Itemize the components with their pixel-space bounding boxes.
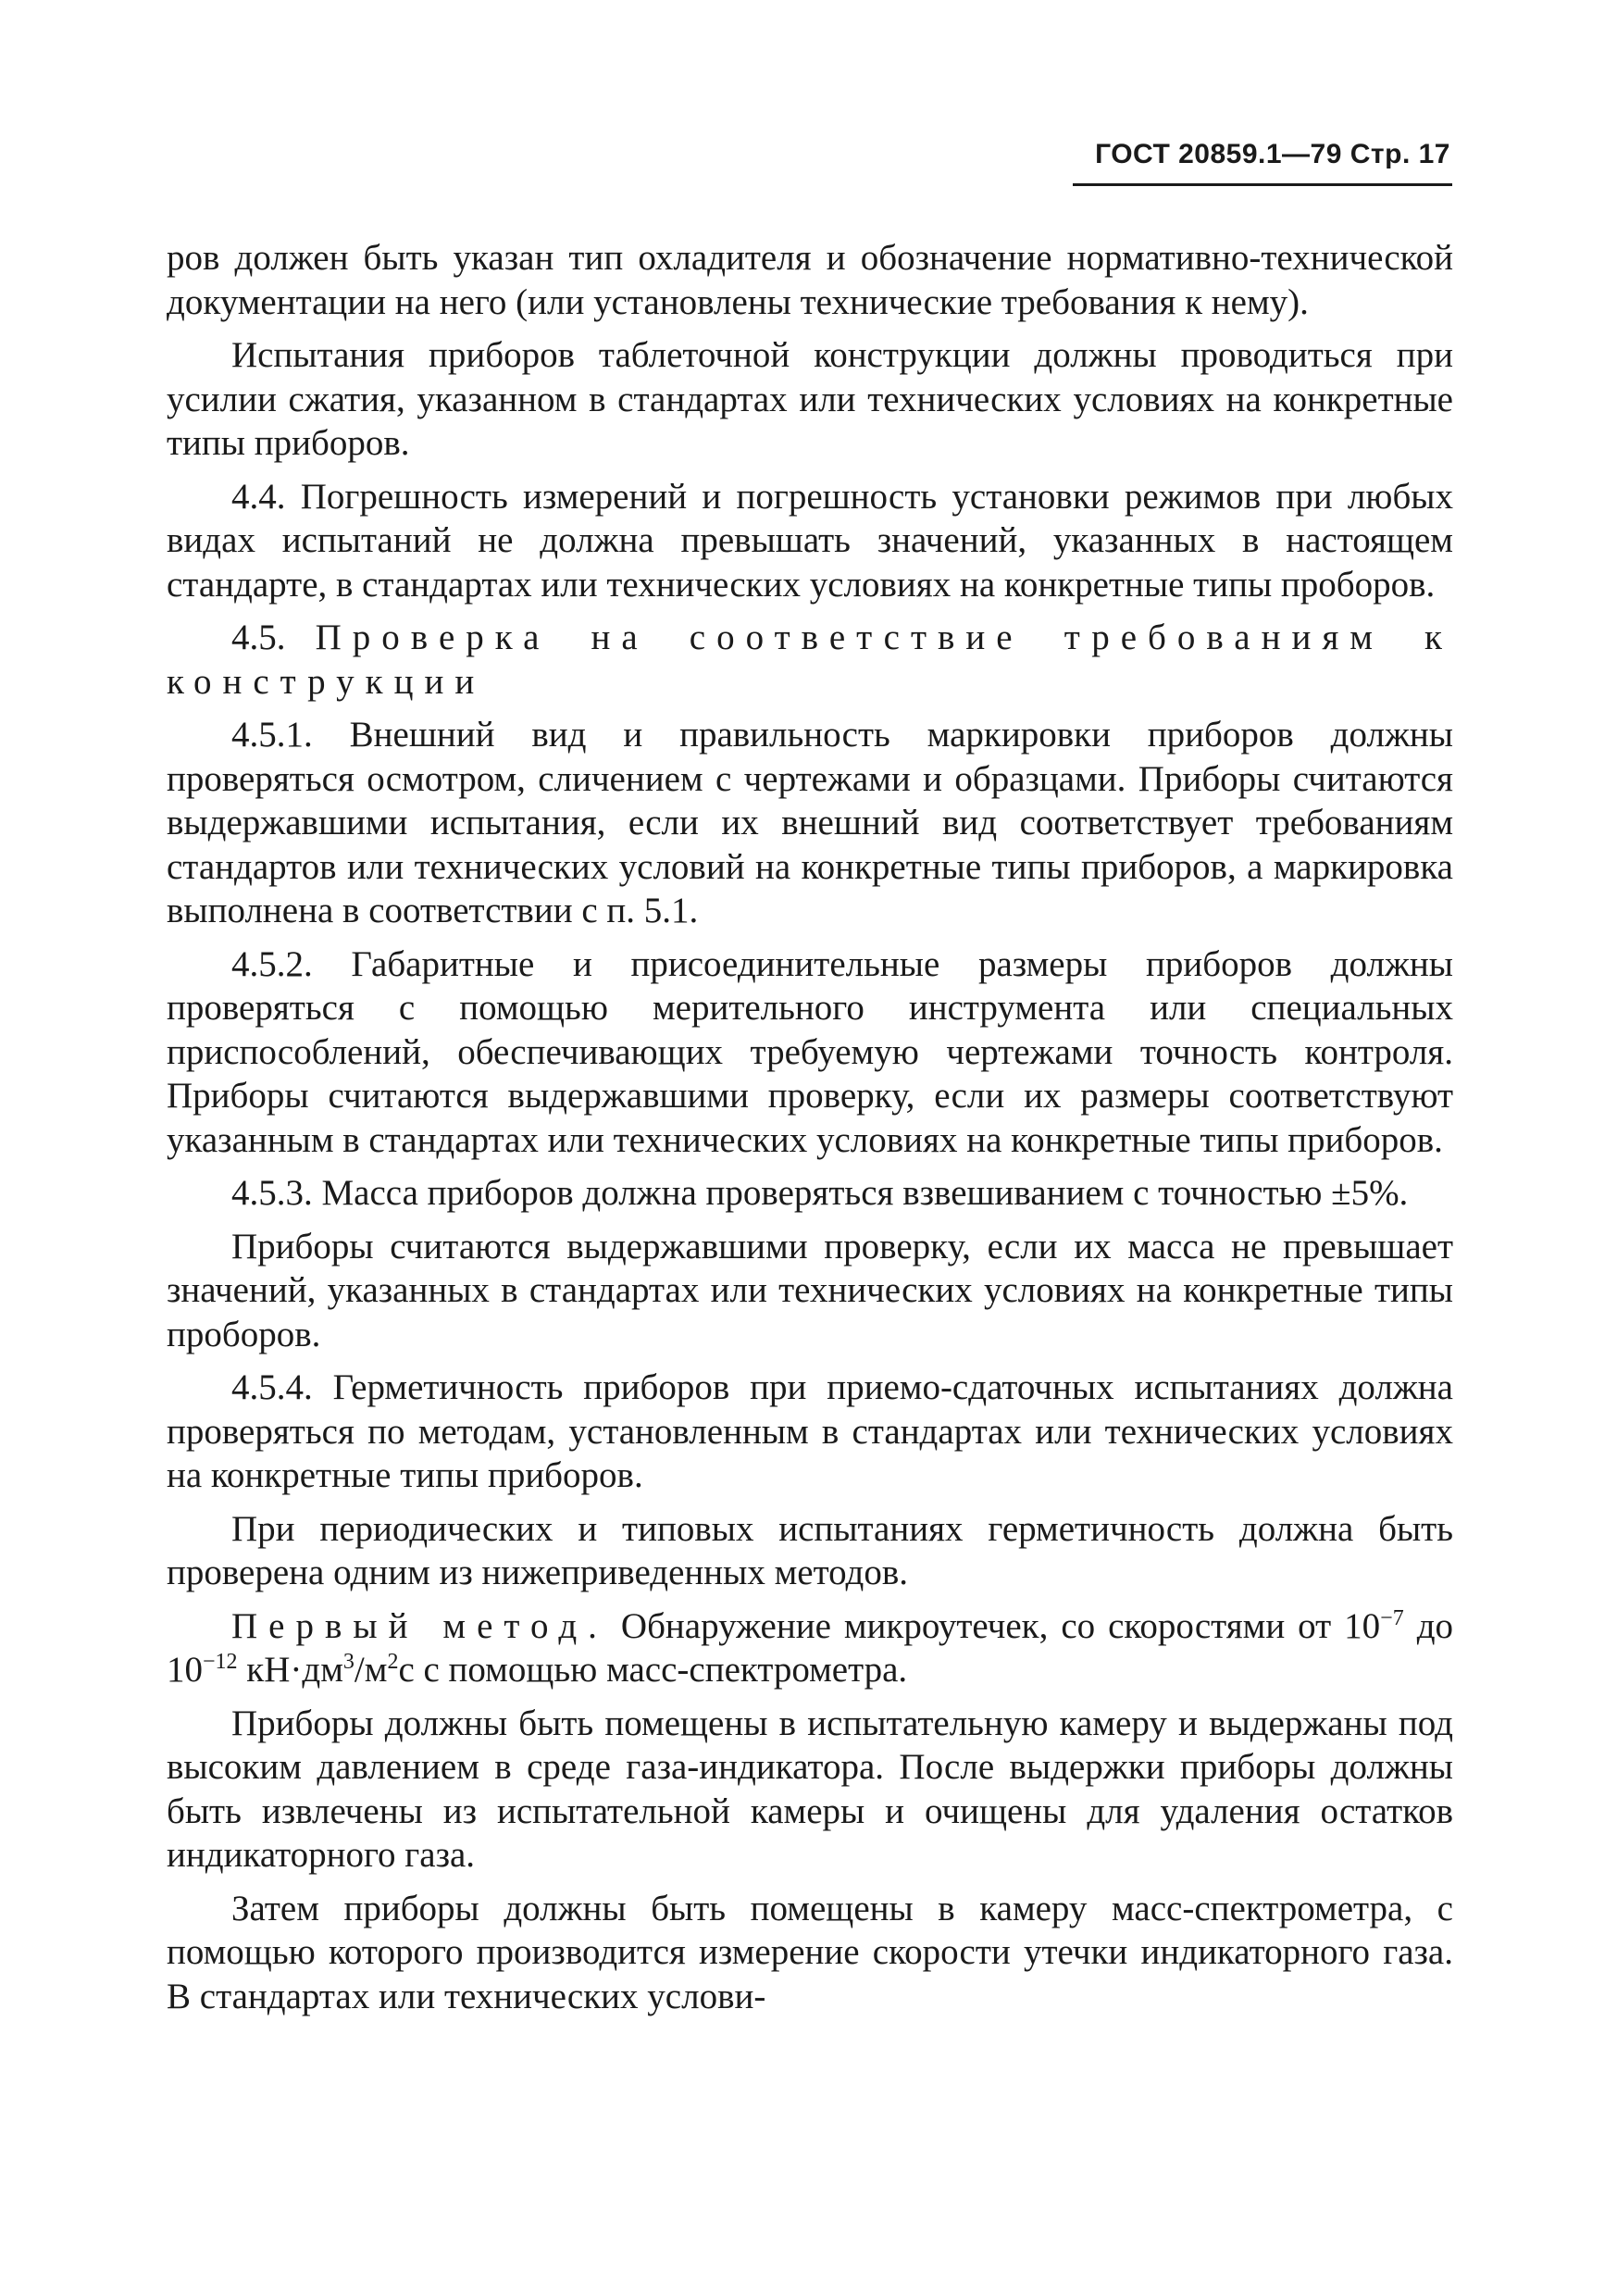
section-number: 4.5. xyxy=(231,618,286,657)
method-text-b: до 10 xyxy=(167,1605,1454,1690)
paragraph-test-chamber: Приборы должны быть помещены в испытательную камеру и выдержаны под высоким давлением в среде газа-индикатора. После выдержки приборы должны быть извлечены из испытательной камеры и очищены для удаления остатков индикаторного газа. xyxy=(167,1703,1453,1875)
exponent-4: 2 xyxy=(387,1650,399,1674)
paragraph-mass-spectrometer: Затем приборы должны быть помещены в камеру масс-спектрометра, с помощью которого производится измерение скорости утечки индикаторного газа. В стандартах или технических услови- xyxy=(167,1888,1453,2016)
method-label: Первый метод. xyxy=(231,1605,608,1646)
exponent-2: −12 xyxy=(203,1650,238,1674)
paragraph-4-5-1: 4.5.1. Внешний вид и правильность маркировки приборов должны проверяться осмотром, сличением с чертежами и образцами. Приборы считаются выдержавшими испытания, если их внешний вид соответствует требованиям стандартов или технических условий на конкретные типы приборов, а маркировка выполнена в соответствии с п. 5.1. xyxy=(167,715,1453,930)
method-text-e: с с помощью масс-спектрометра. xyxy=(398,1650,908,1690)
paragraph-4-5-3: 4.5.3. Масса приборов должна проверяться взвешиванием с точностью ±5%. xyxy=(231,1173,1409,1213)
paragraph-periodic-tests: При периодических и типовых испытаниях герметичность должна быть проверена одним из нижеприведенных методов. xyxy=(167,1508,1453,1592)
standard-code: ГОСТ 20859.1—79 xyxy=(1095,139,1342,169)
paragraph-continuation: ров должен быть указан тип охладителя и обозначение нормативно-технической документации на него (или установлены технические требования к нему). xyxy=(167,238,1453,322)
exponent-3: 3 xyxy=(342,1650,354,1674)
exponent-1: −7 xyxy=(1380,1605,1404,1630)
section-heading-4-5 xyxy=(167,616,1453,704)
method-text-c: кН·дм xyxy=(237,1650,343,1690)
method-text-d: /м xyxy=(354,1650,388,1690)
paragraph-4-4: 4.4. Погрешность измерений и погрешность установки режимов при любых видах испытаний не должна превышать значений, указанных в настоящем стандарте, в стандартах или технических условиях на конкретные типы проборов. xyxy=(167,476,1453,605)
paragraph-first-method xyxy=(167,1604,1453,1692)
page-header xyxy=(1095,139,1450,170)
section-title: Проверка на соответствие требованиям к конструкции xyxy=(167,618,1454,702)
method-text-a: Обнаружение микроутечек, со скоростями от 10 xyxy=(620,1605,1381,1646)
page-number: Стр. 17 xyxy=(1350,139,1450,169)
paragraph-4-5-2: 4.5.2. Габаритные и присоединительные размеры приборов должны проверяться с помощью мерительного инструмента или специальных приспособлений, обеспечивающих требуемую чертежами точность контроля. Приборы считаются выдержавшими проверку, если их размеры соответствуют указанным в стандартах или технических условиях на конкретные типы приборов. xyxy=(167,943,1453,1160)
paragraph-4-5-4: 4.5.4. Герметичность приборов при приемо-сдаточных испытаниях должна проверяться по методам, установленным в стандартах или технических условиях на конкретные типы приборов. xyxy=(167,1367,1453,1495)
header-rule xyxy=(1073,183,1452,186)
body-text xyxy=(167,236,1453,2028)
paragraph-mass-check: Приборы считаются выдержавшими проверку, если их масса не превышает значений, указанных в стандартах или технических условиях на конкретные типы проборов. xyxy=(167,1226,1453,1354)
paragraph-tablet-testing: Испытания приборов таблеточной конструкции должны проводиться при усилии сжатия, указанном в стандартах или технических условиях на конкретные типы приборов. xyxy=(167,335,1453,463)
